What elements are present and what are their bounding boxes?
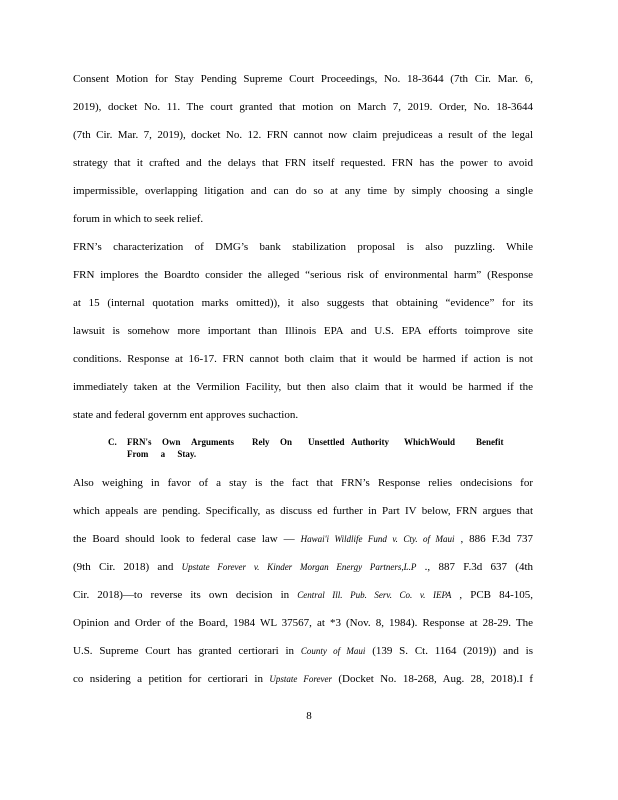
text-line: FRN’s characterization of DMG’s bank stabilization proposal is also puzzling. While bbox=[73, 241, 533, 253]
heading-word: WhichWould bbox=[404, 437, 456, 447]
heading-word: On bbox=[280, 437, 293, 447]
text-line: Consent Motion for Stay Pending Supreme Court Proceedings, No. 18-3644 (7th Cir. Mar. 6, bbox=[73, 73, 533, 85]
text-line: immediately taken at the Vermilion Facility, but then also claim that it would be harmed if the bbox=[73, 381, 533, 393]
case-citation: Upstate Forever v. Kinder Morgan Energy Partners,L.P bbox=[181, 562, 417, 572]
text-line: co nsidering a petition for certiorari in Upstate Forever (Docket No. 18-268, Aug. 28, 2018).I f bbox=[73, 673, 533, 685]
heading-word: Own bbox=[162, 437, 181, 447]
text-line: U.S. Supreme Court has granted certiorari in County of Maui (139 S. Ct. 1164 (2019)) and is bbox=[73, 645, 533, 657]
text-line: at 15 (internal quotation marks omitted)), it also suggests that obtaining “evidence” for its bbox=[73, 297, 533, 309]
heading-word: Authority bbox=[351, 437, 389, 447]
text-line: strategy that it crafted and the delays that FRN itself requested. FRN has the power to avoid bbox=[73, 157, 533, 169]
text-line: lawsuit is somehow more important than Illinois EPA and U.S. EPA efforts toimprove site bbox=[73, 325, 533, 337]
case-citation: Upstate Forever bbox=[269, 674, 332, 684]
text-line: Opinion and Order of the Board, 1984 WL 37567, at *3 (Nov. 8, 1984). Response at 28-29. The bbox=[73, 617, 533, 629]
heading-word: Unsettled bbox=[308, 437, 345, 447]
heading-word: FRN's bbox=[127, 437, 152, 447]
text-line: Cir. 2018)—to reverse its own decision in Central Ill. Pub. Serv. Co. v. IEPA , PCB 84-105, bbox=[73, 589, 533, 601]
text-line: (9th Cir. 2018) and Upstate Forever v. Kinder Morgan Energy Partners,L.P ., 887 F.3d 637 (4th bbox=[73, 561, 533, 573]
text-line: state and federal governm ent approves suchaction. bbox=[73, 409, 299, 421]
text-line: impermissible, overlapping litigation and can do so at any time by simply choosing a single bbox=[73, 185, 533, 197]
page-number: 8 bbox=[306, 710, 312, 722]
text-line: FRN implores the Boardto consider the alleged “serious risk of environmental harm” (Response bbox=[73, 269, 533, 281]
text-line: (7th Cir. Mar. 7, 2019), docket No. 12. FRN cannot now claim prejudiceas a result of the legal bbox=[73, 129, 533, 141]
case-citation: Hawai'i Wildlife Fund v. Cty. of Maui bbox=[300, 534, 455, 544]
text-line: the Board should look to federal case law — Hawai'i Wildlife Fund v. Cty. of Maui , 886 F.3d 737 bbox=[73, 533, 534, 545]
heading-letter: C. bbox=[108, 437, 117, 447]
text-line: forum in which to seek relief. bbox=[73, 213, 204, 225]
case-citation: County of Maui bbox=[300, 646, 366, 656]
heading-word: Rely bbox=[252, 437, 270, 447]
text-line: 2019), docket No. 11. The court granted that motion on March 7, 2019. Order, No. 18-3644 bbox=[73, 101, 533, 113]
heading-line-2: From a Stay. bbox=[127, 449, 197, 459]
case-citation: Central Ill. Pub. Serv. Co. v. IEPA bbox=[297, 590, 452, 600]
text-line: which appeals are pending. Specifically, as discuss ed further in Part IV below, FRN argues that bbox=[73, 505, 533, 517]
text-line: conditions. Response at 16-17. FRN cannot both claim that it would be harmed if action is not bbox=[73, 353, 533, 365]
text-line: Also weighing in favor of a stay is the fact that FRN’s Response relies ondecisions for bbox=[73, 477, 533, 489]
heading-word: Arguments bbox=[191, 437, 234, 447]
heading-word: Benefit bbox=[476, 437, 504, 447]
